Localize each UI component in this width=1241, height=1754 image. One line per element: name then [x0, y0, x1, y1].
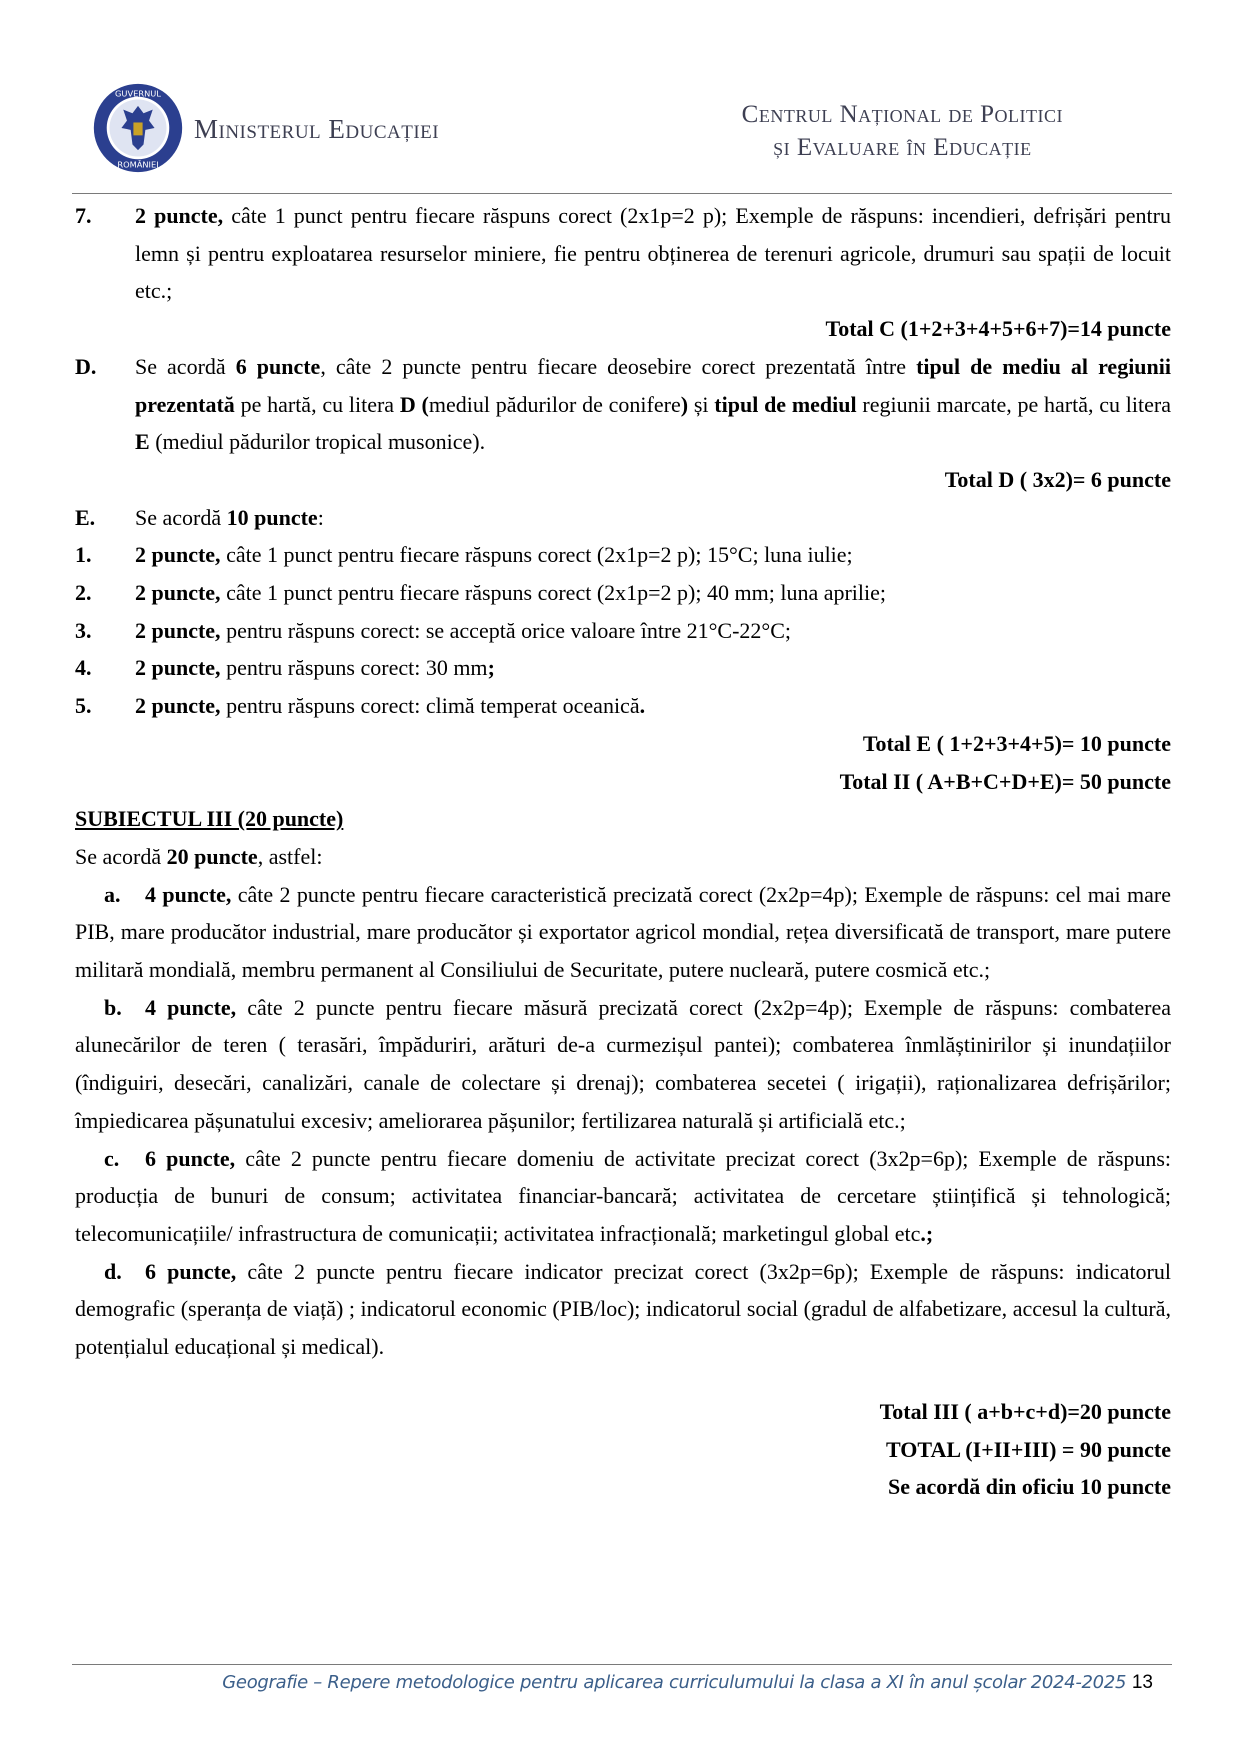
- total-c: Total C (1+2+3+4+5+6+7)=14 puncte: [825, 316, 1171, 342]
- text-segment: mediul pădurilor de conifere: [428, 391, 681, 417]
- footer-divider: [72, 1664, 1172, 1665]
- item-number: 1.: [75, 542, 92, 568]
- bold-segment: tipul de mediul: [714, 391, 857, 417]
- e-item-1: [75, 536, 1171, 574]
- points-bold: 2 puncte,: [135, 203, 224, 228]
- subiect-iii-title: SUBIECTUL III (20 puncte): [75, 806, 344, 832]
- item-e: [75, 499, 1171, 537]
- bonus-points: Se acordă din oficiu 10 puncte: [888, 1474, 1171, 1500]
- points-bold: 4 puncte,: [145, 994, 237, 1020]
- page-number: 13: [1131, 1672, 1153, 1693]
- e-item-3: [75, 612, 1171, 650]
- item-text: [135, 687, 1171, 725]
- header-divider: [72, 193, 1172, 194]
- center-name: [742, 98, 1063, 164]
- bold-segment: ): [680, 391, 689, 417]
- bold-segment: 6 puncte: [235, 353, 321, 379]
- footer-text: Geografie – Repere metodologice pentru aplicarea curriculumului la clasa a XI în anul școlar 2024-2025: [222, 1672, 1127, 1693]
- item-label: d.: [104, 1258, 122, 1284]
- total-iii: Total III ( a+b+c+d)=20 puncte: [879, 1398, 1171, 1424]
- item-d: [75, 348, 1171, 461]
- item-number: D.: [75, 353, 97, 379]
- total-e: Total E ( 1+2+3+4+5)= 10 puncte: [862, 730, 1171, 756]
- item-description: câte 2 puncte pentru fiecare caracteristică precizată corect (2x2p=4p); Exemple de răspuns: cel mai mare PIB, mare producător industrial, mare producător și exportator agricol mondial, rețea diversificată de transport, mare putere militară mondială, membru permanent al Consiliului de Securitate, putere nucleară, putere cosmică etc.;: [75, 881, 1172, 983]
- item-text: [135, 197, 1171, 310]
- seal-text-top: GUVERNUL: [115, 88, 161, 99]
- item-label: a.: [104, 881, 121, 907]
- e-item-2: [75, 574, 1171, 612]
- bold-segment: tipul de mediu al regiunii prezentată: [135, 353, 1172, 417]
- item-description: câte 1 punct pentru fiecare răspuns corect (2x1p=2 p); 40 mm; luna aprilie;: [220, 580, 887, 606]
- item-number: 4.: [75, 655, 92, 681]
- center-name-line1: Centrul Național de Politici: [741, 101, 1063, 128]
- text-segment: :: [317, 504, 324, 530]
- text-segment: Se acordă: [135, 504, 227, 530]
- points-bold: 2 puncte,: [135, 580, 221, 606]
- points-bold: 6 puncte,: [145, 1258, 237, 1284]
- item-text: [135, 612, 1171, 650]
- ministry-name: Ministerul Educației: [194, 114, 440, 144]
- text-segment: Se acordă: [135, 353, 236, 379]
- e-item-4: [75, 649, 1171, 687]
- text-segment: pe hartă, cu litera: [234, 391, 400, 417]
- item-description: câte 2 puncte pentru fiecare domeniu de activitate precizat corect (3x2p=6p); Exemple de răspuns: producția de bunuri de consum; activitatea financiar-bancară; activitatea de cercetare științifică și tehnologică; telecomunicațiile/ infrastructura de comunicații; activitatea infracțională; marketingul global etc: [75, 1145, 1172, 1246]
- item-text: [135, 574, 1171, 612]
- grand-total: TOTAL (I+II+III) = 90 puncte: [886, 1436, 1171, 1462]
- bold-tail: ;: [487, 655, 495, 681]
- text-segment: regiunii marcate, pe hartă, cu litera: [856, 391, 1171, 417]
- total-ii: Total II ( A+B+C+D+E)= 50 puncte: [839, 768, 1171, 794]
- bold-segment: D (: [399, 391, 429, 417]
- item-text: [135, 348, 1171, 461]
- center-name-line2: și Evaluare în Educație: [773, 134, 1032, 161]
- document-body: [75, 197, 1171, 1506]
- bold-tail: .;: [920, 1220, 934, 1246]
- page-header: [0, 0, 1241, 195]
- item-text: [135, 649, 1171, 687]
- subiect-iii-intro: [75, 838, 1171, 876]
- spacer: [75, 1366, 1171, 1393]
- total-d: Total D ( 3x2)= 6 puncte: [944, 466, 1171, 492]
- points-bold: 4 puncte,: [145, 881, 232, 907]
- text-segment: Se acordă: [75, 843, 167, 869]
- item-description: câte 2 puncte pentru fiecare măsură precizată corect (2x2p=4p); Exemple de răspuns: combaterea alunecărilor de teren ( terasări, împăduriri, arături de-a curmezișul pantei); combaterea înmlăștinirilor și inundațiilor (îndiguiri, desecări, canalizări, canale de colectare și drenaj); combaterea secetei ( irigații), raționalizarea defrișărilor; împiedicarea pășunatului excesiv; ameliorarea pășunilor; fertilizarea naturală și artificială etc.;: [75, 994, 1172, 1133]
- item-description: pentru răspuns corect: 30 mm: [220, 655, 488, 681]
- item-label: b.: [104, 994, 122, 1020]
- bold-segment: E: [135, 429, 150, 455]
- points-bold: 6 puncte,: [145, 1145, 236, 1171]
- seal-text-bottom: ROMÂNIEI: [117, 159, 159, 170]
- bold-segment: 20 puncte: [166, 843, 258, 869]
- item-label: c.: [104, 1145, 120, 1171]
- page-footer: [222, 1672, 1153, 1694]
- item-number: 7.: [75, 203, 92, 228]
- subiect-iii-item-d: [75, 1253, 1171, 1366]
- bold-tail: .: [639, 693, 646, 719]
- item-description: câte 1 punct pentru fiecare răspuns corect (2x1p=2 p); 15°C; luna iulie;: [220, 542, 853, 568]
- item-description: pentru răspuns corect: se acceptă orice valoare între 21°C-22°C;: [220, 617, 791, 643]
- subiect-iii-item-a: [75, 876, 1171, 989]
- item-description: câte 1 punct pentru fiecare răspuns corect (2x1p=2 p); Exemple de răspuns: incendieri, defrișări pentru lemn și pentru exploatarea resurselor miniere, fie pentru obținerea de terenuri agricole, drumuri sau spații de locuit etc.;: [135, 203, 1171, 304]
- item-number: 3.: [75, 617, 92, 643]
- subiect-iii-item-b: [75, 989, 1171, 1140]
- points-bold: 2 puncte,: [135, 542, 221, 568]
- item-number: 5.: [75, 693, 92, 719]
- government-seal-logo: [92, 82, 184, 174]
- item-7: [75, 197, 1171, 310]
- item-text: [135, 499, 1171, 537]
- item-description: pentru răspuns corect: climă temperat oceanică: [220, 693, 640, 719]
- subiect-iii-item-c: [75, 1140, 1171, 1253]
- points-bold: 2 puncte,: [135, 693, 221, 719]
- bold-segment: 10 puncte: [226, 504, 318, 530]
- text-segment: , câte 2 puncte pentru fiecare deosebire corect prezentată între: [320, 353, 917, 379]
- points-bold: 2 puncte,: [135, 617, 221, 643]
- e-item-5: [75, 687, 1171, 725]
- points-bold: 2 puncte,: [135, 655, 221, 681]
- item-number: 2.: [75, 580, 92, 606]
- text-segment: (mediul pădurilor tropical musonice).: [149, 429, 486, 455]
- item-number: E.: [75, 504, 96, 530]
- item-text: [135, 536, 1171, 574]
- text-segment: , astfel:: [257, 843, 323, 869]
- item-description: câte 2 puncte pentru fiecare indicator precizat corect (3x2p=6p); Exemple de răspuns: indicatorul demografic (speranța de viață) ; indicatorul economic (PIB/loc); indicatorul social (gradul de alfabetizare, accesul la cultură, potențialul educațional și medical).: [75, 1258, 1171, 1360]
- text-segment: și: [688, 391, 715, 417]
